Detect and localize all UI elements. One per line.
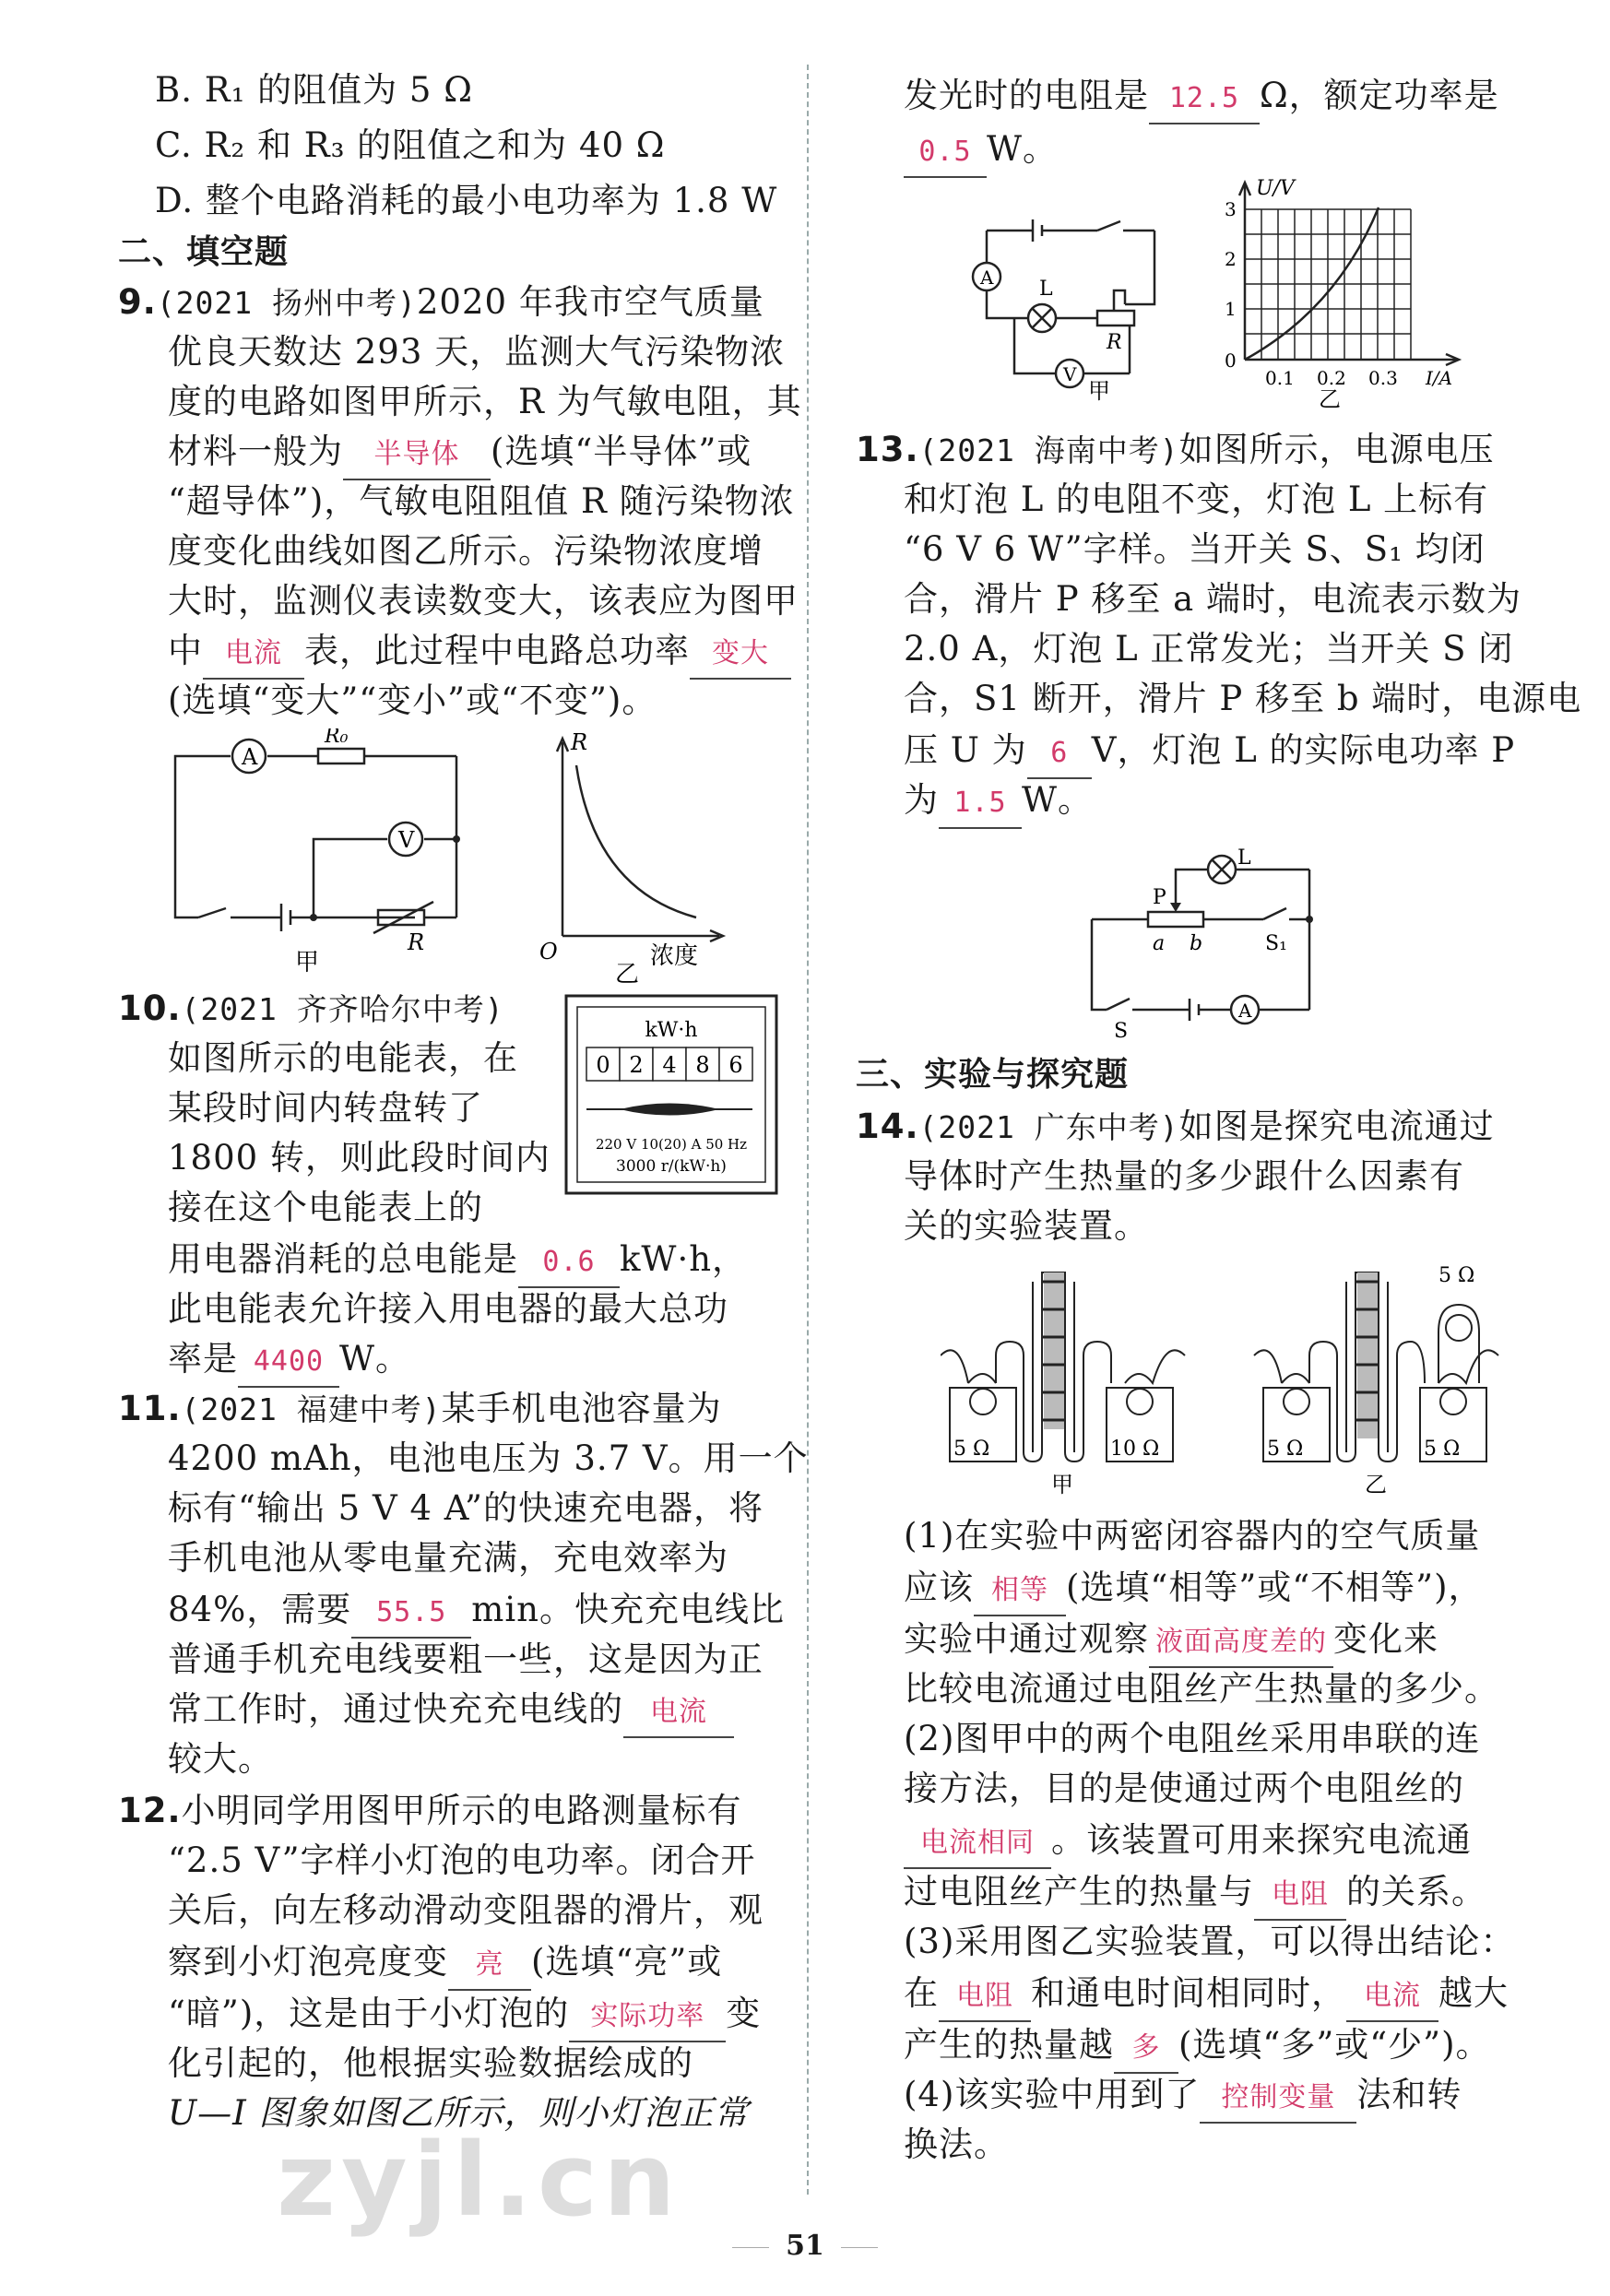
q13-line-4: 合，滑片 P 移至 a 端时，电流表示数为 (904, 579, 1521, 619)
q9-r-label: R (408, 929, 425, 955)
q9-line-7: 大时，监测仪表读数变大，该表应为图甲 (168, 581, 799, 621)
q12-ui-graph (1208, 171, 1485, 410)
q9-line-5: “超导体”)，气敏电阻阻值 R 随污染物浓 (168, 481, 795, 521)
q9-fig-caption-b: 乙 (615, 961, 640, 987)
q13-number: 13. (856, 430, 919, 469)
q12-ammeter-label: A (980, 266, 994, 289)
q14-apparatus-figure (941, 1254, 1568, 1503)
q12-line-4: 察到小灯泡亮度变 亮 (选填“亮”或 (168, 1938, 722, 1991)
q11-line-2: 4200 mAh，电池电压为 3.7 V。用一个 (168, 1438, 809, 1478)
meter-disc (620, 1104, 719, 1116)
q9-r0-label: R₀ (325, 728, 349, 748)
q13-ammeter-label: A (1238, 1000, 1252, 1022)
meter-spec-2: 3000 r/(kW·h) (616, 1157, 727, 1176)
q12-xtick-2: 0.2 (1317, 367, 1346, 389)
meter-digit-1: 0 (596, 1052, 610, 1078)
q13-slider-label: P (1153, 886, 1166, 909)
option-b: B. R₁ 的阻值为 5 Ω (155, 70, 473, 110)
q12-answer-3: 12.5 (1149, 75, 1260, 124)
q14-fig-b-right-resistor: 5 Ω (1424, 1438, 1461, 1461)
q9-answer-3: 变大 (690, 630, 791, 680)
q14-answer-3: 电流相同 (904, 1819, 1051, 1869)
q9-number: 9. (118, 282, 157, 322)
q13-line-5: 2.0 A，灯泡 L 正常发光；当开关 S 闭 (904, 629, 1514, 669)
q12-fig-caption-a: 甲 (1088, 378, 1110, 404)
q14-answer-8: 控制变量 (1200, 2074, 1356, 2124)
q12-line-5: “暗”)，这是由于小灯泡的 实际功率 变 (168, 1990, 761, 2042)
q11-line-8: 较大。 (168, 1739, 273, 1779)
q12-number: 12. (118, 1791, 182, 1830)
q11-answer-2: 电流 (623, 1688, 734, 1738)
q10-line-2: 某段时间内转盘转了 (168, 1088, 483, 1128)
q11-line-7: 常工作时，通过快充充电线的 电流 (168, 1686, 734, 1738)
q9-line-4: 材料一般为 半导体 (选填“半导体”或 (168, 428, 752, 480)
q14-p3-line-1: (3)采用图乙实验装置，可以得出结论： (904, 1922, 1516, 1961)
q9-answer-1: 半导体 (343, 431, 491, 480)
q14-line-2: 导体时产生热量的多少跟什么因素有 (904, 1156, 1464, 1196)
q13-line-6: 合，S1 断开，滑片 P 移至 b 端时，电源电 (904, 679, 1582, 718)
q14-number: 14. (856, 1107, 919, 1146)
q12-answer-4: 0.5 (904, 128, 987, 178)
q9-line-1: 9.(2021 扬州中考)2020 年我市空气质量 (118, 282, 764, 322)
page-number: 51 (0, 2230, 1610, 2262)
q14-p1-line-4: 比较电流通过电阻丝产生热量的多少。 (904, 1669, 1499, 1709)
q9-graph-ylabel: R (571, 729, 588, 755)
q9-graph-xlabel: 浓度 (650, 942, 699, 970)
q13-line-3: “6 V 6 W”字样。当开关 S、S₁ 均闭 (904, 529, 1486, 569)
q14-p2-line-4: 过电阻丝产生的热量与 电阻 的关系。 (904, 1868, 1486, 1921)
q9-line-9: (选填“变大”“变小”或“不变”)。 (168, 681, 657, 720)
q11-line-5: 84%，需要 55.5 min。快充充电线比 (168, 1586, 785, 1639)
q12-circuit-diagram (959, 194, 1171, 406)
q13-end-a-label: a (1153, 932, 1166, 955)
q10-line-3: 1800 转，则此段时间内 (168, 1138, 550, 1178)
q12-xtick-1: 0.1 (1265, 367, 1295, 389)
q13-answer-2: 1.5 (939, 779, 1022, 829)
q9-line-3: 度的电路如图甲所示，R 为气敏电阻，其 (168, 382, 802, 421)
q12-ytick-1: 1 (1225, 298, 1237, 320)
q12-answer-1: 亮 (448, 1941, 531, 1991)
q9-line-8: 中 电流 表，此过程中电路总功率 变大 (168, 627, 791, 680)
q9-graph-r-vs-concentration (530, 724, 742, 987)
section-heading-experiment: 三、实验与探究题 (856, 1056, 1130, 1094)
q13-circuit-diagram (1079, 844, 1355, 1047)
q11-line-4: 手机电池从零电量充满，充电效率为 (168, 1538, 728, 1578)
q14-fig-b-top-resistor: 5 Ω (1438, 1264, 1475, 1287)
q14-p1-line-2: 应该 相等 (选填“相等”或“不相等”)， (904, 1564, 1484, 1616)
electric-meter-figure (564, 994, 778, 1195)
q9-line-6: 度变化曲线如图乙所示。污染物浓度增 (168, 531, 764, 571)
section-heading-fill-blank: 二、填空题 (118, 233, 290, 271)
q14-fig-caption-b: 乙 (1365, 1472, 1387, 1497)
column-divider (807, 65, 809, 2195)
q14-answer-2: 液面高度差的 (1149, 1618, 1333, 1668)
q12-fig-caption-b: 乙 (1319, 386, 1341, 410)
q11-line-1: 11.(2021 福建中考)某手机电池容量为 (118, 1389, 722, 1428)
q14-p3-line-2: 在 电阻 和通电时间相同时， 电流 越大 (904, 1970, 1509, 2022)
q14-p3-line-3: 产生的热量越 多 (选填“多”或“少”)。 (904, 2021, 1491, 2074)
q14-line-1: 14.(2021 广东中考)如图是探究电流通过 (856, 1107, 1495, 1146)
q14-source: (2021 广东中考) (918, 1109, 1179, 1145)
q12-line-7: U—I 图象如图乙所示，则小灯泡正常 (168, 2093, 750, 2133)
q12-ytick-3: 3 (1225, 198, 1237, 220)
meter-digit-4: 8 (695, 1052, 710, 1078)
q14-fig-a-right-resistor: 10 Ω (1110, 1438, 1160, 1461)
q14-answer-5: 电阻 (939, 1972, 1031, 2022)
q12-voltmeter-label: V (1063, 363, 1077, 385)
q12-line-1: 12.小明同学用图甲所示的电路测量标有 (118, 1791, 742, 1830)
q10-line-6: 此电能表允许接入用电器的最大总功 (168, 1289, 728, 1329)
q10-line-4: 接在这个电能表上的 (168, 1188, 483, 1227)
meter-spec-1: 220 V 10(20) A 50 Hz (595, 1136, 748, 1153)
q12-ytick-2: 2 (1225, 248, 1237, 270)
q14-answer-7: 多 (1114, 2024, 1178, 2074)
q13-end-b-label: b (1190, 932, 1203, 955)
meter-digit-5: 6 (728, 1052, 743, 1078)
q14-fig-a-left-resistor: 5 Ω (953, 1438, 990, 1461)
q12-xtick-3: 0.3 (1368, 367, 1398, 389)
q13-line-8: 为 1.5 W。 (904, 776, 1093, 829)
q14-line-3: 关的实验装置。 (904, 1206, 1149, 1246)
q12-line-2: “2.5 V”字样小灯泡的电功率。闭合开 (168, 1840, 756, 1880)
q14-fig-b-left-resistor: 5 Ω (1267, 1438, 1304, 1461)
q12-lamp-label: L (1039, 278, 1053, 301)
q12-answer-2: 实际功率 (569, 1993, 726, 2042)
q12-rheostat-label: R (1107, 331, 1122, 354)
q14-p4-line-1: (4)该实验中用到了 控制变量 法和转 (904, 2071, 1462, 2124)
q12-line-6: 化引起的，他根据实验数据绘成的 (168, 2043, 693, 2083)
q9-answer-2: 电流 (203, 630, 304, 680)
q9-voltmeter-label: V (398, 827, 415, 853)
q14-p2-line-1: (2)图甲中的两个电阻丝采用串联的连 (904, 1719, 1481, 1758)
q10-answer-1: 0.6 (518, 1238, 620, 1288)
q14-answer-1: 相等 (974, 1567, 1066, 1616)
q9-fig-caption-a: 甲 (295, 949, 320, 976)
meter-unit: kW·h (645, 1019, 698, 1042)
q9-circuit-diagram (166, 728, 479, 977)
watermark: zyjl.cn (277, 2121, 681, 2239)
q13-line-1: 13.(2021 海南中考)如图所示，电源电压 (856, 430, 1495, 469)
q13-lamp-label: L (1237, 846, 1251, 870)
q10-number: 10. (118, 988, 182, 1028)
q13-answer-1: 6 (1027, 729, 1092, 779)
q10-line-5: 用电器消耗的总电能是 0.6 kW·h， (168, 1236, 747, 1288)
q14-fig-caption-a: 甲 (1051, 1472, 1073, 1497)
q12-line-3: 关后，向左移动滑动变阻器的滑片，观 (168, 1890, 764, 1930)
meter-digit-3: 4 (662, 1052, 677, 1078)
q14-p2-line-2: 接方法，目的是使通过两个电阻丝的 (904, 1769, 1464, 1808)
q10-line-7: 率是 4400 W。 (168, 1335, 410, 1388)
q10-line-0 (118, 985, 504, 1034)
option-d: D. 整个电路消耗的最小电功率为 1.8 W (155, 181, 778, 220)
q13-source: (2021 海南中考) (918, 432, 1179, 468)
q11-number: 11. (118, 1389, 182, 1428)
q14-p2-line-3: 电流相同 。该装置可用来探究电流通 (904, 1817, 1472, 1869)
q10-source: (2021 齐齐哈尔中考) (181, 991, 504, 1027)
q9-line-2: 优良天数达 293 天，监测大气污染物浓 (168, 332, 786, 372)
q9-ammeter-label: A (242, 744, 258, 770)
q11-answer-1: 55.5 (351, 1589, 471, 1639)
q13-switch-s-label: S (1114, 1020, 1129, 1043)
q10-line-1: 如图所示的电能表，在 (168, 1038, 518, 1078)
q14-p4-line-2: 换法。 (904, 2124, 1009, 2164)
q12-cont-line-2: 0.5 W。 (904, 125, 1058, 178)
q11-source: (2021 福建中考) (181, 1391, 442, 1427)
q12-graph-xlabel: I/A (1426, 367, 1453, 389)
q10-answer-2: 4400 (238, 1338, 339, 1388)
q14-answer-6: 电流 (1346, 1972, 1438, 2022)
q12-ytick-0: 0 (1225, 349, 1237, 372)
q14-p1-line-3: 实验中通过观察 液面高度差的 变化来 (904, 1615, 1438, 1668)
q12-cont-line-1: 发光时的电阻是 12.5 Ω，额定功率是 (904, 72, 1499, 124)
option-c: C. R₂ 和 R₃ 的阻值之和为 40 Ω (155, 125, 666, 165)
q14-p1-line-1: (1)在实验中两密闭容器内的空气质量 (904, 1516, 1481, 1556)
q11-line-3: 标有“输出 5 V 4 A”的快速充电器，将 (168, 1488, 764, 1528)
q14-answer-4: 电阻 (1254, 1871, 1346, 1921)
q13-switch-s1-label: S₁ (1265, 932, 1287, 955)
q13-line-2: 和灯泡 L 的电阻不变，灯泡 L 上标有 (904, 479, 1489, 519)
q11-line-6: 普通手机充电线要粗一些，这是因为正 (168, 1639, 764, 1679)
q12-graph-ylabel: U/V (1256, 177, 1295, 200)
meter-digit-2: 2 (629, 1052, 644, 1078)
q9-graph-origin: O (539, 939, 558, 965)
q9-source: (2021 扬州中考) (156, 285, 417, 321)
q13-line-7: 压 U 为 6 V，灯泡 L 的实际电功率 P (904, 727, 1515, 779)
